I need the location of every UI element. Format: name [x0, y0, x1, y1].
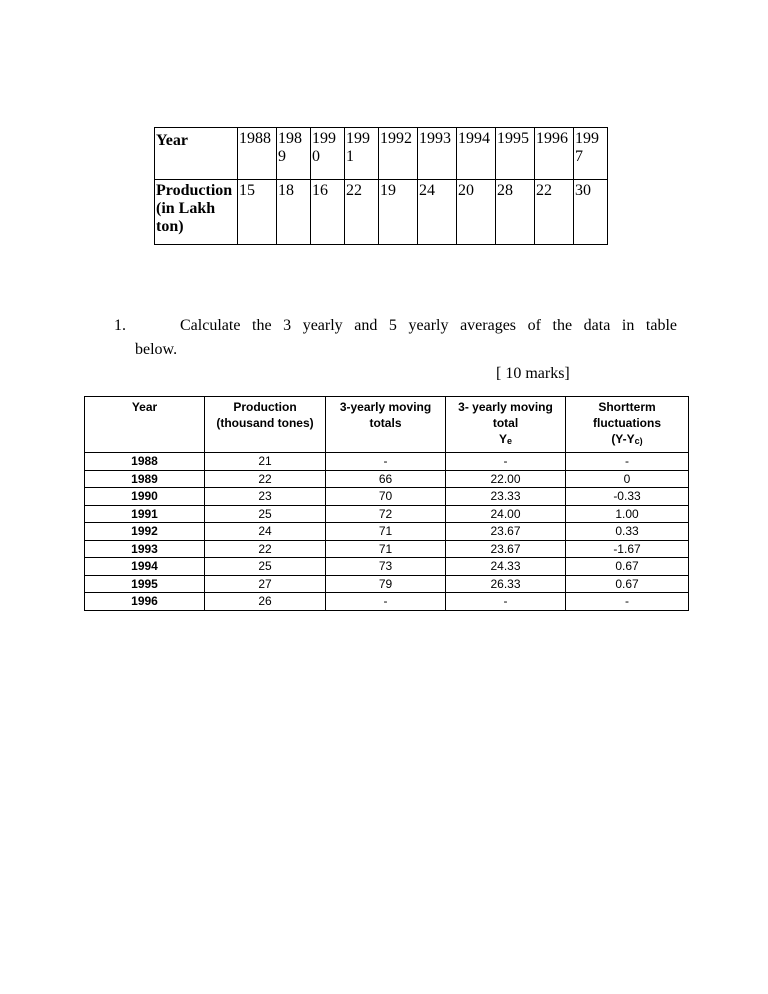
production-cell: 22	[205, 470, 326, 488]
year-cell: 1990	[85, 488, 205, 506]
production-cell: 25	[205, 505, 326, 523]
table-row	[85, 540, 689, 558]
header-label: totals	[369, 416, 402, 430]
year-cell: 1989	[277, 128, 311, 180]
question-text: Calculate the 3 yearly and 5 yearly averages of the data in table	[180, 317, 677, 334]
year-cell: 1995	[85, 575, 205, 593]
production-cell: 25	[205, 558, 326, 576]
moving-total-cell: 79	[326, 575, 446, 593]
year-cell: 1990	[311, 128, 345, 180]
production-cell: 28	[496, 180, 535, 245]
production-cell: 16	[311, 180, 345, 245]
moving-total-cell: 71	[326, 523, 446, 541]
production-cell: 21	[205, 453, 326, 471]
table-header-row	[85, 397, 689, 453]
table-row	[85, 470, 689, 488]
production-table	[154, 127, 608, 245]
symbol-subscript: c)	[634, 436, 643, 446]
table-row	[85, 575, 689, 593]
year-cell: 1994	[85, 558, 205, 576]
year-header: Year	[155, 128, 238, 180]
symbol-main: Y	[498, 432, 507, 446]
moving-total-cell: 73	[326, 558, 446, 576]
header-label: fluctuations	[593, 416, 661, 430]
production-cell: 23	[205, 488, 326, 506]
table-row	[85, 593, 689, 611]
fluctuation-cell: -1.67	[566, 540, 689, 558]
table-row	[85, 558, 689, 576]
header-label: Production	[233, 400, 297, 414]
moving-average-cell: 26.33	[446, 575, 566, 593]
production-cell: 22	[535, 180, 574, 245]
marks-label: [ 10 marks]	[496, 365, 570, 382]
moving-average-cell: 24.33	[446, 558, 566, 576]
header-label: total	[492, 416, 519, 430]
moving-average-column-header	[446, 397, 566, 453]
moving-average-cell: 23.67	[446, 540, 566, 558]
table-row	[85, 453, 689, 471]
year-cell: 1996	[535, 128, 574, 180]
year-cell: 1993	[85, 540, 205, 558]
table-body	[85, 453, 689, 611]
table-row-years	[155, 128, 608, 180]
fluctuations-column-header	[566, 397, 689, 453]
moving-average-cell: -	[446, 593, 566, 611]
production-header: Production (in Lakh ton)	[155, 180, 238, 245]
production-cell: 30	[574, 180, 608, 245]
moving-total-cell: 70	[326, 488, 446, 506]
header-label: Year	[131, 400, 158, 414]
production-cell: 15	[238, 180, 277, 245]
header-label: Shortterm	[598, 400, 656, 414]
year-cell: 1992	[379, 128, 418, 180]
production-cell: 18	[277, 180, 311, 245]
year-cell: 1997	[574, 128, 608, 180]
production-cell: 22	[205, 540, 326, 558]
year-cell: 1991	[85, 505, 205, 523]
production-cell: 24	[205, 523, 326, 541]
moving-total-cell: 71	[326, 540, 446, 558]
production-cell: 26	[205, 593, 326, 611]
production-cell: 19	[379, 180, 418, 245]
year-cell: 1988	[85, 453, 205, 471]
production-cell: 22	[345, 180, 379, 245]
moving-total-cell: 66	[326, 470, 446, 488]
moving-average-table	[84, 396, 689, 611]
year-cell: 1994	[457, 128, 496, 180]
table-row	[85, 488, 689, 506]
year-cell: 1995	[496, 128, 535, 180]
production-column-header	[205, 397, 326, 453]
fluctuation-cell: 0.33	[566, 523, 689, 541]
year-cell: 1996	[85, 593, 205, 611]
header-label: (thousand tones)	[216, 416, 314, 430]
moving-average-cell: -	[446, 453, 566, 471]
moving-average-cell: 23.33	[446, 488, 566, 506]
header-label: 3-yearly moving	[339, 400, 432, 414]
production-cell: 27	[205, 575, 326, 593]
question-number: 1.	[114, 317, 126, 334]
header-symbol	[566, 431, 688, 449]
moving-average-cell: 22.00	[446, 470, 566, 488]
year-column-header	[85, 397, 205, 453]
year-cell: 1991	[345, 128, 379, 180]
fluctuation-cell: -0.33	[566, 488, 689, 506]
header-symbol	[446, 431, 565, 449]
moving-totals-column-header	[326, 397, 446, 453]
year-cell: 1992	[85, 523, 205, 541]
year-cell: 1989	[85, 470, 205, 488]
moving-total-cell: 72	[326, 505, 446, 523]
fluctuation-cell: 0	[566, 470, 689, 488]
production-cell: 20	[457, 180, 496, 245]
fluctuation-cell: -	[566, 593, 689, 611]
table-row	[85, 523, 689, 541]
header-label: 3- yearly moving	[458, 400, 553, 414]
fluctuation-cell: 0.67	[566, 575, 689, 593]
fluctuation-cell: -	[566, 453, 689, 471]
year-cell: 1993	[418, 128, 457, 180]
fluctuation-cell: 0.67	[566, 558, 689, 576]
symbol-main: (Y-Y	[611, 432, 635, 446]
question-text-continued: below.	[135, 341, 178, 358]
symbol-subscript: e	[507, 436, 513, 446]
table-row-production	[155, 180, 608, 245]
table-row	[85, 505, 689, 523]
moving-total-cell: -	[326, 453, 446, 471]
year-cell: 1988	[238, 128, 277, 180]
production-cell: 24	[418, 180, 457, 245]
moving-average-cell: 24.00	[446, 505, 566, 523]
moving-average-cell: 23.67	[446, 523, 566, 541]
moving-total-cell: -	[326, 593, 446, 611]
fluctuation-cell: 1.00	[566, 505, 689, 523]
